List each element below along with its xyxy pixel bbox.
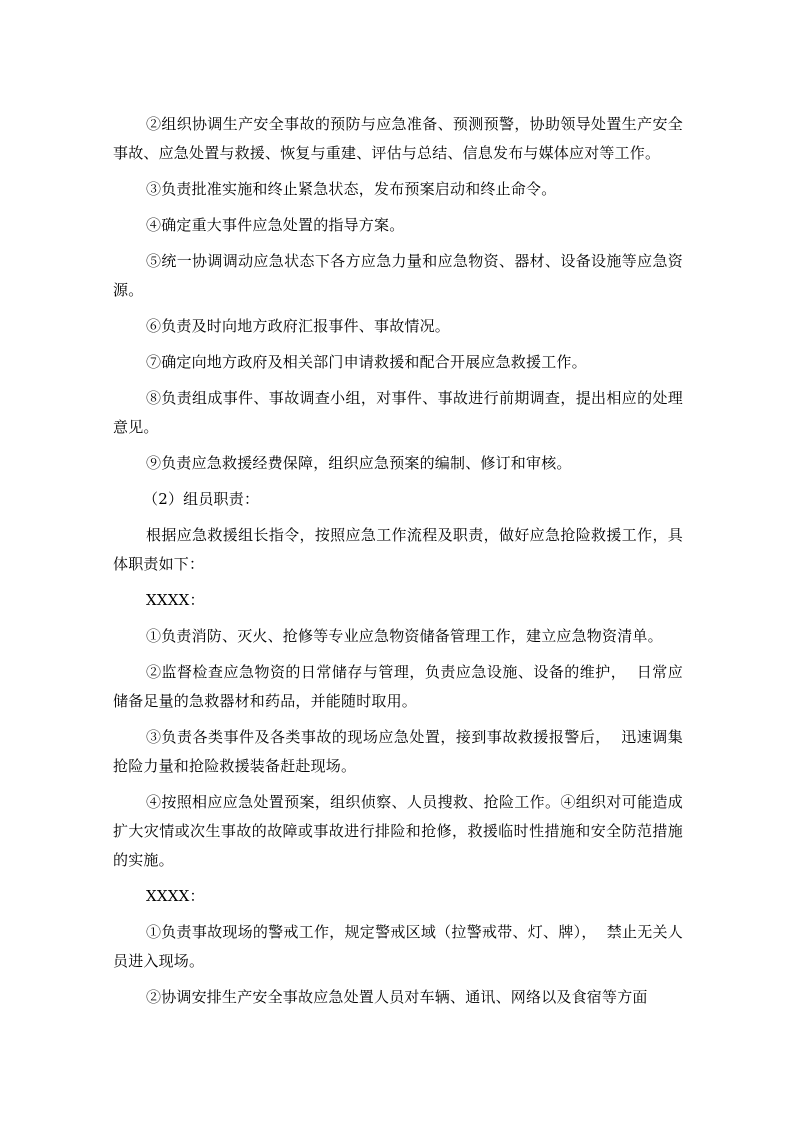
group-label-1: XXXX： (146, 591, 205, 610)
group-label-2: XXXX： (146, 886, 205, 905)
paragraph-leader-duty-8: ⑧负责组成事件、事故调查小组，对事件、事故进行前期调查，提出相应的处理意见。 (113, 389, 683, 436)
paragraph-group1-duty-4: ④按照相应应急处置预案，组织侦察、人员搜救、抢险工作。④组织对可能造成扩大灾情或次生事故的故障或事故进行排险和抢修，救援临时性措施和安全防范措施的实施。 (113, 793, 683, 869)
paragraph-leader-duty-6: ⑥负责及时向地方政府汇报事件、事故情况。 (146, 316, 451, 335)
paragraph-leader-duty-7: ⑦确定向地方政府及相关部门申请救援和配合开展应急救援工作。 (146, 353, 587, 372)
paragraph-member-intro: 根据应急救援组长指令，按照应急工作流程及职责，做好应急抢险救援工作，具体职责如下： (113, 526, 683, 574)
paragraph-group1-duty-2: ②监督检查应急物资的日常储存与管理，负责应急设施、设备的维护， 日常应储备足量的急救器材和药品，并能随时取用。 (113, 663, 683, 711)
document-body (113, 110, 683, 1019)
section-heading-member-duties: （2）组员职责： (143, 490, 260, 509)
paragraph-group2-duty-1: ①负责事故现场的警戒工作，规定警戒区域（拉警戒带、灯、牌）， 禁止无关人员进入现场。 (113, 922, 683, 970)
paragraph-group1-duty-1: ①负责消防、灭火、抢修等专业应急物资储备管理工作，建立应急物资清单。 (146, 627, 663, 646)
paragraph-leader-duty-2: ②组织协调生产安全事故的预防与应急准备、预测预警，协助领导处置生产安全事故、应急处置与救援、恢复与重建、评估与总结、信息发布与媒体应对等工作。 (113, 115, 683, 162)
paragraph-group1-duty-3: ③负责各类事件及各类事故的现场应急处置，接到事故救援报警后， 迅速调集抢险力量和抢险救援装备赶赴现场。 (113, 728, 683, 775)
paragraph-leader-duty-9: ⑨负责应急救援经费保障，组织应急预案的编制、修订和审核。 (146, 454, 572, 473)
paragraph-leader-duty-5: ⑤统一协调调动应急状态下各方应急力量和应急物资、器材、设备设施等应急资源。 (113, 252, 683, 299)
paragraph-group2-duty-2: ②协调安排生产安全事故应急处置人员对车辆、通讯、网络以及食宿等方面 (146, 987, 648, 1006)
paragraph-leader-duty-3: ③负责批准实施和终止紧急状态，发布预案启动和终止命令。 (146, 179, 557, 198)
paragraph-leader-duty-4: ④确定重大事件应急处置的指导方案。 (146, 215, 405, 234)
